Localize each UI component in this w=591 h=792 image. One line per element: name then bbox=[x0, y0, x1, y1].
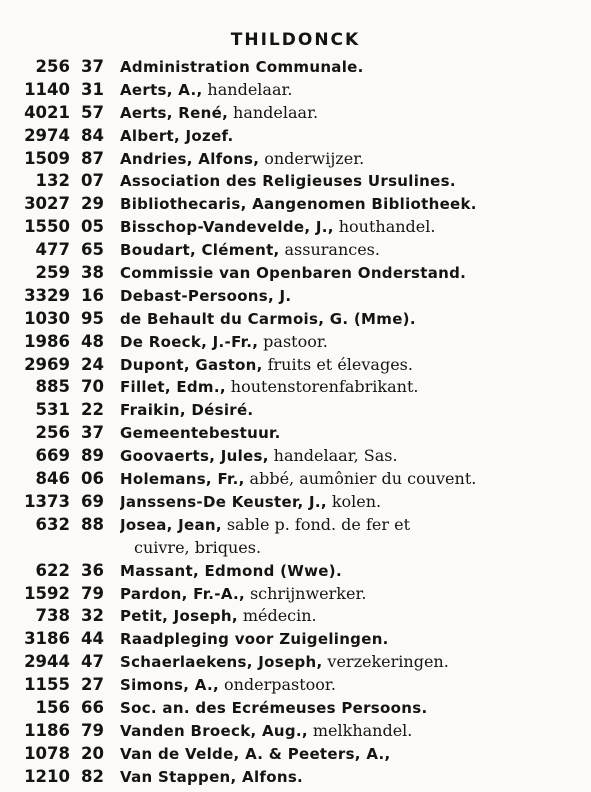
phone-number: 1592 bbox=[24, 583, 70, 603]
phone-suffix: 31 bbox=[81, 79, 104, 99]
directory-entry bbox=[0, 148, 591, 171]
subscriber-name: Petit, Joseph, bbox=[120, 607, 238, 626]
occupation: onderwijzer. bbox=[264, 148, 365, 168]
occupation: verzekeringen. bbox=[327, 652, 449, 672]
directory-entry bbox=[0, 354, 591, 377]
directory-entry bbox=[0, 399, 591, 422]
entry-text bbox=[120, 193, 582, 216]
phone-suffix: 48 bbox=[81, 331, 104, 351]
phone-number: 622 bbox=[35, 560, 70, 580]
occupation: schrijnwerker. bbox=[249, 583, 367, 603]
directory-entry bbox=[0, 491, 591, 514]
subscriber-name: Aerts, René, bbox=[120, 103, 229, 122]
directory-entry bbox=[0, 720, 591, 743]
directory-entry bbox=[0, 651, 591, 674]
directory-entry bbox=[0, 376, 591, 399]
occupation: melkhandel. bbox=[312, 720, 413, 740]
occupation: handelaar, Sas. bbox=[273, 446, 398, 466]
entry-text bbox=[120, 445, 582, 468]
subscriber-name: Pardon, Fr.-A., bbox=[120, 584, 246, 603]
phone-number: 156 bbox=[35, 697, 70, 717]
directory-entry bbox=[0, 605, 591, 628]
entry-text bbox=[120, 285, 582, 308]
directory-entry bbox=[0, 79, 591, 102]
entry-text bbox=[120, 514, 582, 560]
phone-number: 477 bbox=[35, 240, 70, 260]
subscriber-name: Debast-Persoons, J. bbox=[120, 286, 292, 305]
phone-suffix: 44 bbox=[81, 629, 104, 649]
phone-suffix: 16 bbox=[81, 285, 104, 305]
phone-number: 531 bbox=[35, 400, 70, 420]
subscriber-name: Gemeentebestuur. bbox=[120, 424, 281, 443]
phone-suffix: 22 bbox=[81, 400, 104, 420]
phone-suffix: 65 bbox=[81, 240, 104, 260]
occupation-continuation: cuivre, briques. bbox=[134, 537, 262, 557]
directory-entry bbox=[0, 674, 591, 697]
phone-suffix: 70 bbox=[81, 377, 104, 397]
directory-entry bbox=[0, 743, 591, 766]
phone-suffix: 66 bbox=[81, 697, 104, 717]
entry-text bbox=[120, 148, 582, 171]
phone-suffix: 32 bbox=[81, 606, 104, 626]
directory-entry bbox=[0, 125, 591, 148]
occupation: kolen. bbox=[331, 491, 382, 511]
entry-text bbox=[120, 239, 582, 262]
subscriber-name: Aerts, A., bbox=[120, 80, 203, 99]
entry-text bbox=[120, 766, 582, 789]
subscriber-name: Soc. an. des Ecrémeuses Persoons. bbox=[120, 698, 428, 717]
subscriber-name: Schaerlaekens, Joseph, bbox=[120, 653, 323, 672]
subscriber-name: Simons, A., bbox=[120, 676, 219, 695]
subscriber-name: Boudart, Clément, bbox=[120, 241, 280, 260]
directory-list bbox=[0, 56, 591, 789]
subscriber-name: Van Stappen, Alfons. bbox=[120, 767, 304, 786]
phone-suffix: 87 bbox=[81, 148, 104, 168]
subscriber-name: de Behault du Carmois, G. (Mme). bbox=[120, 309, 416, 328]
page-heading: THILDONCK bbox=[230, 30, 361, 50]
entry-text bbox=[120, 422, 582, 445]
directory-entry bbox=[0, 193, 591, 216]
occupation: houtenstorenfabrikant. bbox=[230, 377, 419, 397]
entry-text bbox=[120, 216, 582, 239]
phone-number: 2969 bbox=[24, 354, 70, 374]
subscriber-name: Raadpleging voor Zuigelingen. bbox=[120, 630, 389, 649]
entry-text bbox=[120, 560, 582, 583]
directory-entry bbox=[0, 560, 591, 583]
phone-number: 256 bbox=[35, 57, 70, 76]
phone-suffix: 38 bbox=[81, 263, 104, 283]
directory-entry bbox=[0, 56, 591, 79]
phone-number: 1210 bbox=[24, 766, 70, 786]
directory-entry bbox=[0, 239, 591, 262]
occupation: handelaar. bbox=[207, 79, 293, 99]
directory-entry bbox=[0, 514, 591, 560]
subscriber-name: Vanden Broeck, Aug., bbox=[120, 721, 308, 740]
phone-number: 2944 bbox=[24, 652, 70, 672]
subscriber-name: Fraikin, Désiré. bbox=[120, 401, 254, 420]
directory-entry bbox=[0, 628, 591, 651]
phone-suffix: 88 bbox=[81, 514, 104, 534]
phone-number: 3329 bbox=[24, 285, 70, 305]
subscriber-name: Goovaerts, Jules, bbox=[120, 447, 269, 466]
entry-text bbox=[120, 583, 582, 606]
subscriber-name: Association des Religieuses Ursulines. bbox=[120, 172, 456, 191]
phone-number: 259 bbox=[35, 263, 70, 283]
phone-number: 1373 bbox=[24, 491, 70, 511]
phone-suffix: 06 bbox=[81, 469, 104, 489]
directory-entry bbox=[0, 468, 591, 491]
entry-text bbox=[120, 376, 582, 399]
phone-suffix: 05 bbox=[81, 217, 104, 237]
subscriber-name: Bisschop-Vandevelde, J., bbox=[120, 218, 334, 237]
phone-number: 3027 bbox=[24, 194, 70, 214]
entry-text bbox=[120, 125, 582, 148]
occupation: onderpastoor. bbox=[223, 675, 336, 695]
phone-number: 256 bbox=[35, 423, 70, 443]
occupation: assurances. bbox=[284, 240, 380, 260]
entry-text bbox=[120, 605, 582, 628]
entry-text bbox=[120, 262, 582, 285]
occupation: pastoor. bbox=[263, 331, 328, 351]
phone-number: 1186 bbox=[24, 720, 70, 740]
phone-number: 1140 bbox=[24, 79, 70, 99]
directory-entry bbox=[0, 285, 591, 308]
subscriber-name: Massant, Edmond (Wwe). bbox=[120, 561, 342, 580]
phone-suffix: 57 bbox=[81, 102, 104, 122]
directory-entry bbox=[0, 422, 591, 445]
phone-number: 2974 bbox=[24, 125, 70, 145]
subscriber-name: Janssens-De Keuster, J., bbox=[120, 492, 327, 511]
entry-text bbox=[120, 628, 582, 651]
subscriber-name: Fillet, Edm., bbox=[120, 378, 226, 397]
entry-text bbox=[120, 491, 582, 514]
phone-suffix: 37 bbox=[81, 423, 104, 443]
phone-suffix: 82 bbox=[81, 766, 104, 786]
phone-number: 132 bbox=[35, 171, 70, 191]
phone-number: 846 bbox=[35, 469, 70, 489]
subscriber-name: Holemans, Fr., bbox=[120, 470, 245, 489]
directory-entry bbox=[0, 766, 591, 789]
phone-number: 1509 bbox=[24, 148, 70, 168]
phone-suffix: 47 bbox=[81, 652, 104, 672]
entry-text bbox=[120, 743, 582, 766]
subscriber-name: Administration Communale. bbox=[120, 58, 364, 76]
entry-text bbox=[120, 651, 582, 674]
phone-number: 1550 bbox=[24, 217, 70, 237]
entry-text bbox=[120, 720, 582, 743]
occupation: fruits et élevages. bbox=[267, 354, 413, 374]
phone-suffix: 24 bbox=[81, 354, 104, 374]
entry-text bbox=[120, 468, 582, 491]
phone-number: 632 bbox=[35, 514, 70, 534]
entry-text bbox=[120, 331, 582, 354]
occupation: handelaar. bbox=[233, 102, 319, 122]
phone-number: 4021 bbox=[24, 102, 70, 122]
entry-text bbox=[120, 170, 582, 193]
subscriber-name: Bibliothecaris, Aangenomen Bibliotheek. bbox=[120, 195, 477, 214]
directory-entry bbox=[0, 216, 591, 239]
phone-suffix: 69 bbox=[81, 491, 104, 511]
entry-text bbox=[120, 697, 582, 720]
directory-entry bbox=[0, 331, 591, 354]
occupation: abbé, aumônier du couvent. bbox=[249, 469, 477, 489]
entry-text bbox=[120, 399, 582, 422]
phone-suffix: 36 bbox=[81, 560, 104, 580]
subscriber-name: Commissie van Openbaren Onderstand. bbox=[120, 264, 467, 283]
subscriber-name: Josea, Jean, bbox=[120, 515, 222, 534]
phone-suffix: 79 bbox=[81, 720, 104, 740]
entry-text bbox=[120, 354, 582, 377]
phone-number: 669 bbox=[35, 446, 70, 466]
phone-suffix: 89 bbox=[81, 446, 104, 466]
phone-number: 1155 bbox=[24, 675, 70, 695]
phone-number: 1078 bbox=[24, 743, 70, 763]
entry-text bbox=[120, 308, 582, 331]
phone-number: 1986 bbox=[24, 331, 70, 351]
phone-suffix: 07 bbox=[81, 171, 104, 191]
occupation: sable p. fond. de fer et bbox=[226, 514, 410, 534]
phone-suffix: 37 bbox=[81, 57, 104, 76]
phone-number: 3186 bbox=[24, 629, 70, 649]
subscriber-name: Albert, Jozef. bbox=[120, 126, 234, 145]
phone-suffix: 20 bbox=[81, 743, 104, 763]
subscriber-name: De Roeck, J.-Fr., bbox=[120, 332, 259, 351]
entry-text bbox=[120, 56, 582, 79]
entry-text bbox=[120, 674, 582, 697]
subscriber-name: Andries, Alfons, bbox=[120, 149, 260, 168]
directory-entry bbox=[0, 170, 591, 193]
occupation: médecin. bbox=[242, 606, 317, 626]
directory-entry bbox=[0, 445, 591, 468]
directory-entry bbox=[0, 697, 591, 720]
phone-number: 885 bbox=[35, 377, 70, 397]
phone-number: 738 bbox=[35, 606, 70, 626]
phone-number: 1030 bbox=[24, 308, 70, 328]
occupation: houthandel. bbox=[338, 217, 436, 237]
directory-entry bbox=[0, 583, 591, 606]
subscriber-name: Dupont, Gaston, bbox=[120, 355, 263, 374]
phone-suffix: 79 bbox=[81, 583, 104, 603]
phone-suffix: 29 bbox=[81, 194, 104, 214]
directory-entry bbox=[0, 262, 591, 285]
phone-suffix: 84 bbox=[81, 125, 104, 145]
entry-text bbox=[120, 79, 582, 102]
entry-text bbox=[120, 102, 582, 125]
subscriber-name: Van de Velde, A. & Peeters, A., bbox=[120, 744, 391, 763]
directory-entry bbox=[0, 308, 591, 331]
phone-suffix: 95 bbox=[81, 308, 104, 328]
directory-entry bbox=[0, 102, 591, 125]
phone-suffix: 27 bbox=[81, 675, 104, 695]
